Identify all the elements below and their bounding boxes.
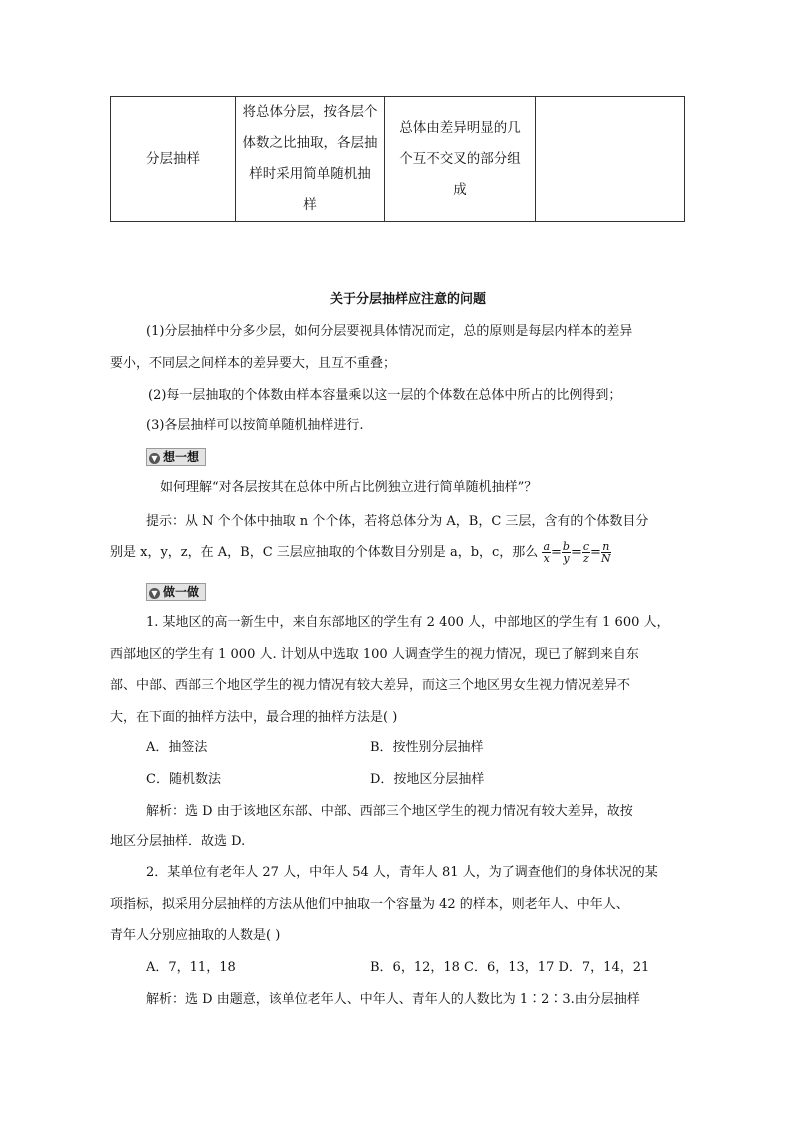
notes-p1-line2: 要小，不同层之间样本的差异要大，且互不重叠； xyxy=(110,356,397,371)
scope-line: 个互不交叉的部分组 xyxy=(399,150,521,167)
table-cell-scope xyxy=(385,97,536,222)
notes-p1-line1: (1)分层抽样中分多少层，如何分层要视具体情况而定，总的原则是每层内样本的差异 xyxy=(146,324,633,339)
scope-line: 成 xyxy=(453,181,467,198)
hint-line2-text: 别是 x，y，z，在 A，B，C 三层应抽取的个体数目分别是 a，b，c，那么 xyxy=(110,545,539,560)
q1-option-d: D．按地区分层抽样 xyxy=(370,772,485,787)
method-line: 将总体分层，按各层个 xyxy=(242,104,378,120)
think-hint-line2 xyxy=(110,540,611,566)
fraction-n-N: $\frac{n}{N}$ xyxy=(600,540,611,565)
scope-line: 总体由差异明显的几 xyxy=(399,119,521,136)
table-cell-extra xyxy=(536,97,685,222)
equals-sign: = xyxy=(570,545,582,560)
q2-line2: 项指标，拟采用分层抽样的方法从他们中抽取一个容量为 42 的样本，则老年人、中年人、 xyxy=(110,897,629,912)
chevron-down-circle-icon: ▼ xyxy=(149,453,160,464)
fraction-a-x: $\frac{a}{x}$ xyxy=(543,540,550,565)
chevron-down-circle-icon: ▼ xyxy=(149,588,160,599)
do-tag-label: 做一做 xyxy=(163,585,200,599)
fraction-b-y: $\frac{b}{y}$ xyxy=(562,540,570,565)
q1-analysis-line1: 解析：选 D 由于该地区东部、中部、西部三个地区学生的视力情况有较大差异，故按 xyxy=(146,804,633,819)
think-question: 如何理解“对各层按其在总体中所占比例独立进行简单随机抽样”？ xyxy=(160,480,538,495)
q2-option-a: A．7，11，18 xyxy=(146,960,236,975)
q2-options-bcd: B．6，12，18 C．6，13，17 D．7，14，21 xyxy=(370,960,650,975)
notes-p2: (2)每一层抽取的个体数由样本容量乘以这一层的个体数在总体中所占的比例得到； xyxy=(148,388,622,403)
method-table xyxy=(110,96,685,222)
think-tag xyxy=(146,448,206,466)
table-row xyxy=(111,97,685,222)
think-hint-line1: 提示：从 N 个个体中抽取 n 个个体，若将总体分为 A，B，C 三层，含有的个体数目分 xyxy=(146,514,649,529)
q1-line2: 西部地区的学生有 1 000 人. 计划从中选取 100 人调查学生的视力情况，现已了解到来自东 xyxy=(110,647,639,662)
method-line: 样时采用简单随机抽 xyxy=(249,166,371,182)
do-tag xyxy=(146,583,206,601)
q1-line3: 部、中部、西部三个地区学生的视力情况有较大差异，而这三个地区男女生视力情况差异不 xyxy=(110,678,631,693)
q1-line1: 1. 某地区的高一新生中，来自东部地区的学生有 2 400 人，中部地区的学生有 1 600 人， xyxy=(146,615,670,630)
q1-option-c: C．随机数法 xyxy=(146,772,221,787)
q1-option-a: A．抽签法 xyxy=(146,740,208,755)
fraction-c-z: $\frac{c}{z}$ xyxy=(582,540,590,565)
q1-line4: 大，在下面的抽样方法中，最合理的抽样方法是( ) xyxy=(110,710,398,725)
method-line: 样 xyxy=(303,197,317,213)
method-line: 体数之比抽取，各层抽 xyxy=(242,135,378,151)
notes-p3: (3)各层抽样可以按简单随机抽样进行. xyxy=(146,418,364,433)
q2-analysis: 解析：选 D 由题意，该单位老年人、中年人、青年人的人数比为 1∶2∶3.由分层抽样 xyxy=(146,992,640,1007)
q2-line1: 2．某单位有老年人 27 人，中年人 54 人，青年人 81 人，为了调查他们的身体状况的某 xyxy=(146,865,658,880)
q1-analysis-line2: 地区分层抽样．故选 D. xyxy=(110,834,246,849)
equals-sign: = xyxy=(551,545,562,560)
table-cell-name: 分层抽样 xyxy=(111,97,236,222)
equals-sign: = xyxy=(590,545,601,560)
notes-title: 关于分层抽样应注意的问题 xyxy=(330,292,487,307)
table-cell-method xyxy=(236,97,385,222)
q2-line3: 青年人分别应抽取的人数是( ) xyxy=(110,928,281,943)
think-tag-label: 想一想 xyxy=(163,450,200,464)
q1-option-b: B．按性别分层抽样 xyxy=(370,740,484,755)
